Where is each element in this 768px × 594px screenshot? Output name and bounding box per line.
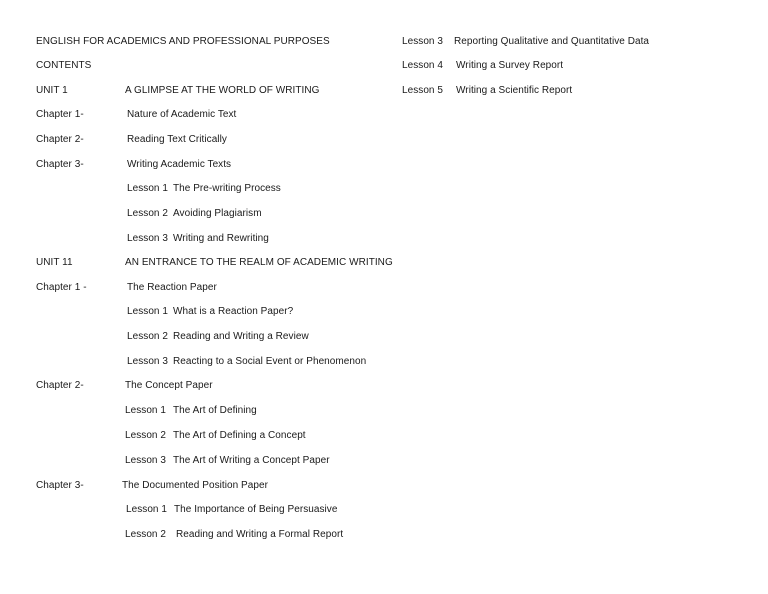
lesson-title: Reporting Qualitative and Quantitative Data [454, 36, 650, 47]
lesson-title: Writing a Survey Report [456, 60, 564, 71]
lesson-entry [127, 208, 262, 220]
lesson-entry [125, 529, 343, 541]
unit-title: AN ENTRANCE TO THE REALM OF ACADEMIC WRITING [125, 257, 393, 268]
lesson-number: Lesson 1 [127, 306, 168, 317]
unit-title: A GLIMPSE AT THE WORLD OF WRITING [125, 85, 320, 96]
lesson-title: Reading and Writing a Review [173, 331, 309, 342]
lesson-entry [127, 183, 281, 195]
lesson-title: What is a Reaction Paper? [173, 306, 294, 317]
chapter-label: Chapter 1- [36, 109, 84, 120]
contents-heading: CONTENTS [36, 60, 92, 71]
lesson-number: Lesson 3 [402, 36, 443, 47]
lesson-entry [402, 36, 649, 48]
lesson-entry [402, 85, 572, 97]
lesson-title: Reading and Writing a Formal Report [176, 529, 344, 540]
lesson-title: Reacting to a Social Event or Phenomenon [173, 356, 367, 367]
unit-label: UNIT 1 [36, 85, 68, 96]
lesson-number: Lesson 4 [402, 60, 443, 71]
lesson-entry [402, 60, 563, 72]
chapter-title: Reading Text Critically [127, 134, 227, 145]
lesson-number: Lesson 2 [127, 331, 168, 342]
chapter-title: The Reaction Paper [127, 282, 217, 293]
chapter-label: Chapter 3- [36, 480, 84, 491]
lesson-title: The Pre-writing Process [173, 183, 281, 194]
lesson-title: Writing and Rewriting [173, 233, 269, 244]
chapter-label: Chapter 1 - [36, 282, 87, 293]
lesson-number: Lesson 3 [127, 356, 168, 367]
lesson-title: The Art of Defining [173, 405, 257, 416]
lesson-title: Avoiding Plagiarism [173, 208, 262, 219]
lesson-number: Lesson 2 [125, 529, 166, 540]
chapter-label: Chapter 2- [36, 134, 84, 145]
lesson-number: Lesson 2 [127, 208, 168, 219]
lesson-title: The Art of Writing a Concept Paper [173, 455, 330, 466]
chapter-label: Chapter 2- [36, 380, 84, 391]
lesson-title: The Art of Defining a Concept [173, 430, 306, 441]
lesson-entry [127, 331, 309, 343]
lesson-number: Lesson 1 [125, 405, 166, 416]
lesson-entry [125, 430, 306, 442]
lesson-number: Lesson 3 [127, 233, 168, 244]
lesson-entry [127, 233, 269, 245]
unit-label: UNIT 11 [36, 257, 73, 268]
lesson-number: Lesson 1 [127, 183, 168, 194]
lesson-number: Lesson 1 [126, 504, 167, 515]
lesson-title: The Importance of Being Persuasive [174, 504, 338, 515]
chapter-title: Writing Academic Texts [127, 159, 232, 170]
lesson-entry [127, 356, 366, 368]
lesson-entry [126, 504, 337, 516]
document-title: ENGLISH FOR ACADEMICS AND PROFESSIONAL PURPOSES [36, 36, 330, 47]
lesson-entry [127, 306, 293, 318]
chapter-title: Nature of Academic Text [127, 109, 237, 120]
chapter-title: The Concept Paper [125, 380, 213, 391]
chapter-title: The Documented Position Paper [122, 480, 268, 491]
lesson-number: Lesson 5 [402, 85, 443, 96]
lesson-title: Writing a Scientific Report [456, 85, 573, 96]
chapter-label: Chapter 3- [36, 159, 84, 170]
lesson-number: Lesson 3 [125, 455, 166, 466]
lesson-entry [125, 455, 330, 467]
lesson-number: Lesson 2 [125, 430, 166, 441]
lesson-entry [125, 405, 257, 417]
